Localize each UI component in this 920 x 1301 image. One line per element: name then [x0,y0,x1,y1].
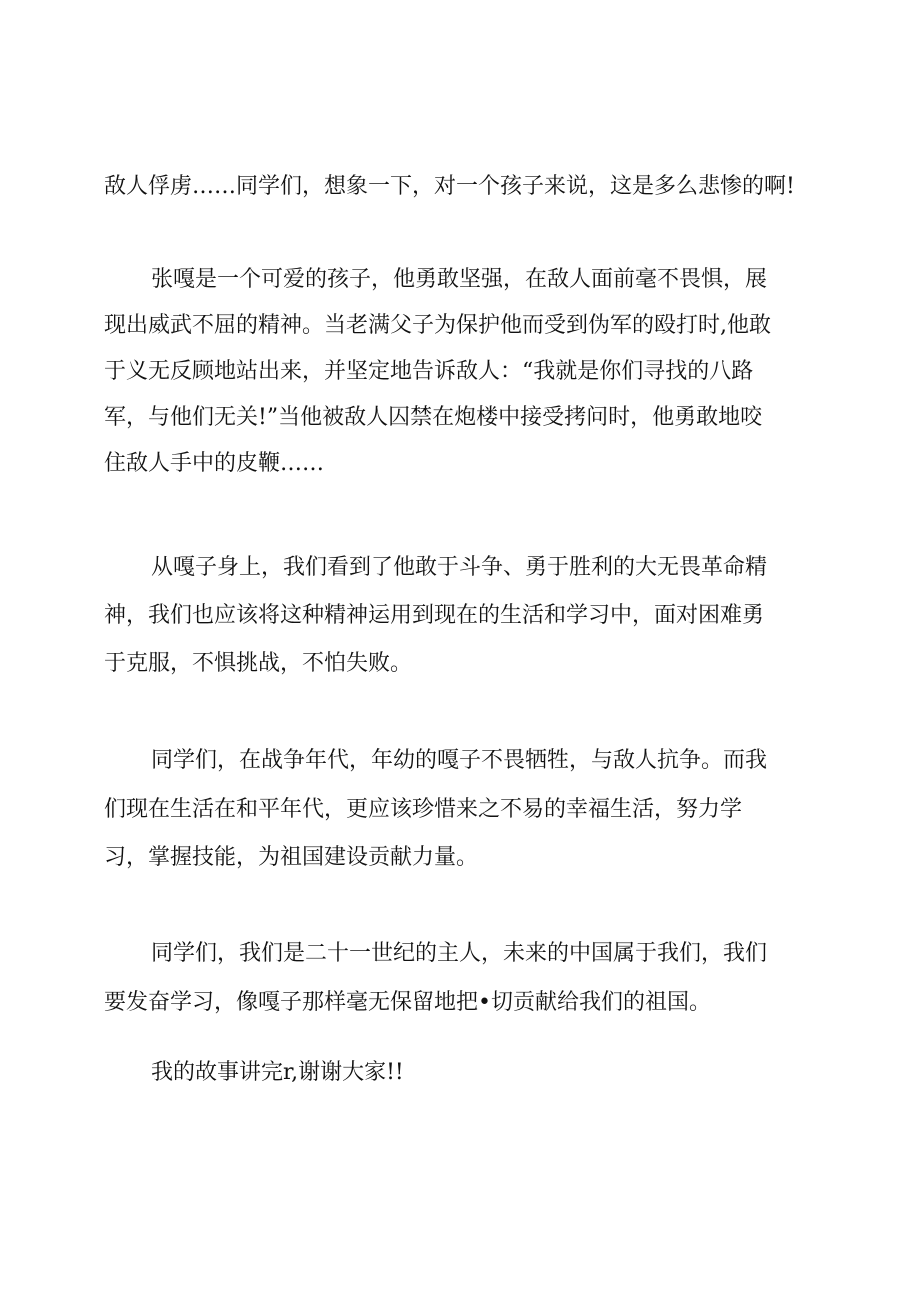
paragraph-3-line-2: 神，我们也应该将这种精神运用到现在的生活和学习中，面对困难勇 [104,603,765,628]
paragraph-3-line-3: 于克服，不惧挑战，不怕失败。 [104,651,413,676]
paragraph-5-line-2: 要发奋学习，像嘎子那样毫无保留地把•切贡献给我们的祖国。 [104,990,711,1015]
paragraph-3-line-1: 从嘎子身上，我们看到了他敢于斗争、勇于胜利的大无畏革命精 [151,555,768,580]
paragraph-2-line-3: 于义无反顾地站出来，并坚定地告诉敌人：“我就是你们寻找的八路 [104,359,754,384]
paragraph-4-line-2: 们现在生活在和平年代，更应该珍惜来之不易的幸福生活，努力学 [104,797,743,822]
paragraph-1-line-1: 敌人俘虏……同学们，想象一下，对一个孩子来说，这是多么悲惨的啊! [104,174,795,199]
paragraph-4-line-3: 习，掌握技能，为祖国建设贡献力量。 [104,845,479,870]
paragraph-5-line-1: 同学们，我们是二十一世纪的主人，未来的中国属于我们，我们 [151,941,768,966]
paragraph-2-line-4: 军，与他们无关!”当他被敌人囚禁在炮楼中接受拷问时，他勇敢地咬 [104,405,763,430]
paragraph-4-line-1: 同学们，在战争年代，年幼的嘎子不畏牺牲，与敌人抗争。而我 [151,748,768,773]
paragraph-2-line-1: 张嘎是一个可爱的孩子，他勇敢坚强，在敌人面前毫不畏惧，展 [151,267,768,292]
paragraph-6-line-1: 我的故事讲完r,谢谢大家!! [151,1060,404,1085]
paragraph-2-line-5: 住敌人手中的皮鞭…… [104,451,325,476]
paragraph-2-line-2: 现出威武不屈的精神。当老满父子为保护他而受到伪军的殴打时,他敢 [104,313,771,338]
